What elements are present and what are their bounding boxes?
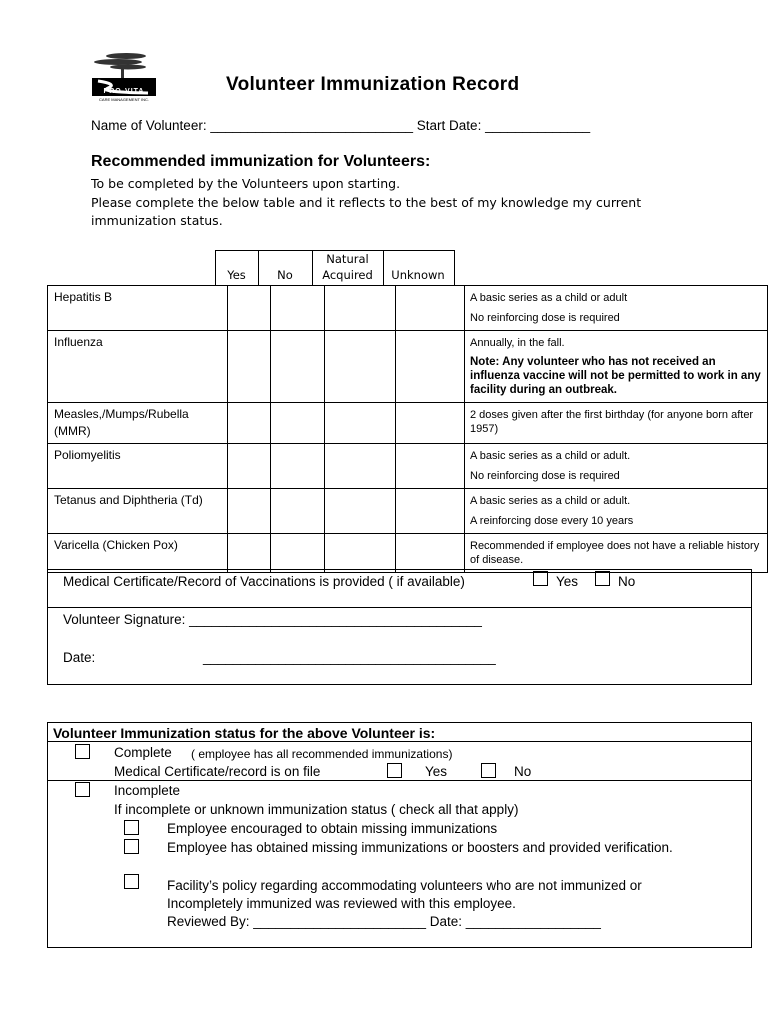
yes-cell[interactable] — [228, 444, 271, 489]
complete-label: Complete — [114, 745, 172, 760]
logo-text: PRO-VITA — [103, 88, 145, 95]
company-logo — [88, 48, 160, 104]
row-name: Influenza — [48, 331, 228, 403]
natural-cell[interactable] — [325, 403, 396, 444]
med-cert-label: Medical Certificate/record is on file — [114, 764, 321, 779]
natural-cell[interactable] — [325, 331, 396, 403]
name-start-line: Name of Volunteer: ___________________________ Start Date: ______________ — [91, 118, 591, 133]
no-cell[interactable] — [271, 534, 325, 573]
complete-note: ( employee has all recommended immunizations) — [191, 747, 453, 761]
header-yes: Yes — [227, 268, 246, 282]
med-cert-no-checkbox[interactable] — [481, 763, 496, 778]
table-row — [48, 331, 768, 403]
row-notes: A basic series as a child or adult No reinforcing dose is required — [465, 286, 768, 331]
no-cell[interactable] — [271, 444, 325, 489]
row-name: Tetanus and Diphtheria (Td) — [48, 489, 228, 534]
header-natural-2: Acquired — [322, 268, 373, 282]
row-notes: 2 doses given after the first birthday (for anyone born after 1957) — [465, 403, 768, 444]
row-name: Hepatitis B — [48, 286, 228, 331]
table-row — [48, 286, 768, 331]
incomplete-checkbox[interactable] — [75, 782, 90, 797]
volunteer-signature-field[interactable]: Volunteer Signature: _______________________________________ — [63, 612, 482, 627]
no-cell[interactable] — [271, 489, 325, 534]
row-notes: Recommended if employee does not have a reliable history of disease. — [465, 534, 768, 573]
table-row — [48, 403, 768, 444]
certificate-yes-checkbox[interactable] — [533, 571, 548, 586]
option-obtained-checkbox[interactable] — [124, 839, 139, 854]
incomplete-label: Incomplete — [114, 783, 181, 798]
certificate-box — [47, 569, 752, 685]
status-box — [47, 722, 752, 948]
option-policy-line-2: Incompletely immunized was reviewed with this employee. — [167, 896, 516, 911]
status-heading: Volunteer Immunization status for the above Volunteer is: — [53, 725, 436, 741]
date-label: Date: — [63, 650, 96, 665]
immunization-table — [47, 285, 768, 573]
reviewed-by-field[interactable]: Reviewed By: _______________________ Date: __________________ — [167, 914, 601, 929]
intro-line-1: To be completed by the Volunteers upon starting. — [91, 176, 401, 191]
row-name: Varicella (Chicken Pox) — [48, 534, 228, 573]
unknown-cell[interactable] — [396, 534, 465, 573]
header-natural-1: Natural — [326, 252, 369, 266]
table-row — [48, 534, 768, 573]
influenza-warning: Note: Any volunteer who has not received an influenza vaccine will not be permitted to work in any facility during an outbreak. — [470, 356, 761, 396]
row-name: Poliomyelitis — [48, 444, 228, 489]
intro-line-2: Please complete the below table and it reflects to the best of my knowledge my current — [91, 195, 642, 210]
incomplete-note: If incomplete or unknown immunization status ( check all that apply) — [114, 802, 519, 817]
option-policy-line-1: Facility’s policy regarding accommodating volunteers who are not immunized or — [167, 878, 642, 893]
natural-cell[interactable] — [325, 489, 396, 534]
option-encouraged-label: Employee encouraged to obtain missing immunizations — [167, 821, 498, 836]
yes-cell[interactable] — [228, 331, 271, 403]
unknown-cell[interactable] — [396, 444, 465, 489]
date-field[interactable]: _______________________________________ — [203, 650, 496, 665]
med-cert-yes-label: Yes — [425, 764, 448, 779]
natural-cell[interactable] — [325, 444, 396, 489]
page-title: Volunteer Immunization Record — [226, 74, 520, 95]
certificate-no-checkbox[interactable] — [595, 571, 610, 586]
yes-cell[interactable] — [228, 403, 271, 444]
unknown-cell[interactable] — [396, 403, 465, 444]
row-notes: A basic series as a child or adult. No reinforcing dose is required — [465, 444, 768, 489]
natural-cell[interactable] — [325, 286, 396, 331]
row-notes: A basic series as a child or adult. A reinforcing dose every 10 years — [465, 489, 768, 534]
no-cell[interactable] — [271, 403, 325, 444]
certificate-no-label: No — [618, 574, 636, 589]
logo-subtext: CARE MANAGEMENT INC. — [99, 97, 149, 102]
unknown-cell[interactable] — [396, 286, 465, 331]
intro-line-3: immunization status. — [91, 213, 223, 228]
option-policy-checkbox[interactable] — [124, 874, 139, 889]
no-cell[interactable] — [271, 286, 325, 331]
natural-cell[interactable] — [325, 534, 396, 573]
yes-cell[interactable] — [228, 489, 271, 534]
yes-cell[interactable] — [228, 534, 271, 573]
option-encouraged-checkbox[interactable] — [124, 820, 139, 835]
certificate-text: Medical Certificate/Record of Vaccinations is provided ( if available) — [63, 574, 465, 589]
table-row — [48, 444, 768, 489]
table-row — [48, 489, 768, 534]
complete-checkbox[interactable] — [75, 744, 90, 759]
med-cert-yes-checkbox[interactable] — [387, 763, 402, 778]
header-no: No — [277, 268, 293, 282]
row-name: Measles,/Mumps/Rubella (MMR) — [48, 403, 228, 444]
no-cell[interactable] — [271, 331, 325, 403]
certificate-yes-label: Yes — [556, 574, 579, 589]
option-obtained-label: Employee has obtained missing immunizations or boosters and provided verification. — [167, 840, 673, 855]
row-notes: Annually, in the fall. Note: Any volunteer who has not received an influenza vaccine will not be permitted to work in any facility during an outbreak. — [465, 331, 768, 403]
unknown-cell[interactable] — [396, 331, 465, 403]
section-heading: Recommended immunization for Volunteers: — [91, 153, 431, 170]
med-cert-no-label: No — [514, 764, 532, 779]
yes-cell[interactable] — [228, 286, 271, 331]
unknown-cell[interactable] — [396, 489, 465, 534]
header-unknown: Unknown — [391, 268, 445, 282]
